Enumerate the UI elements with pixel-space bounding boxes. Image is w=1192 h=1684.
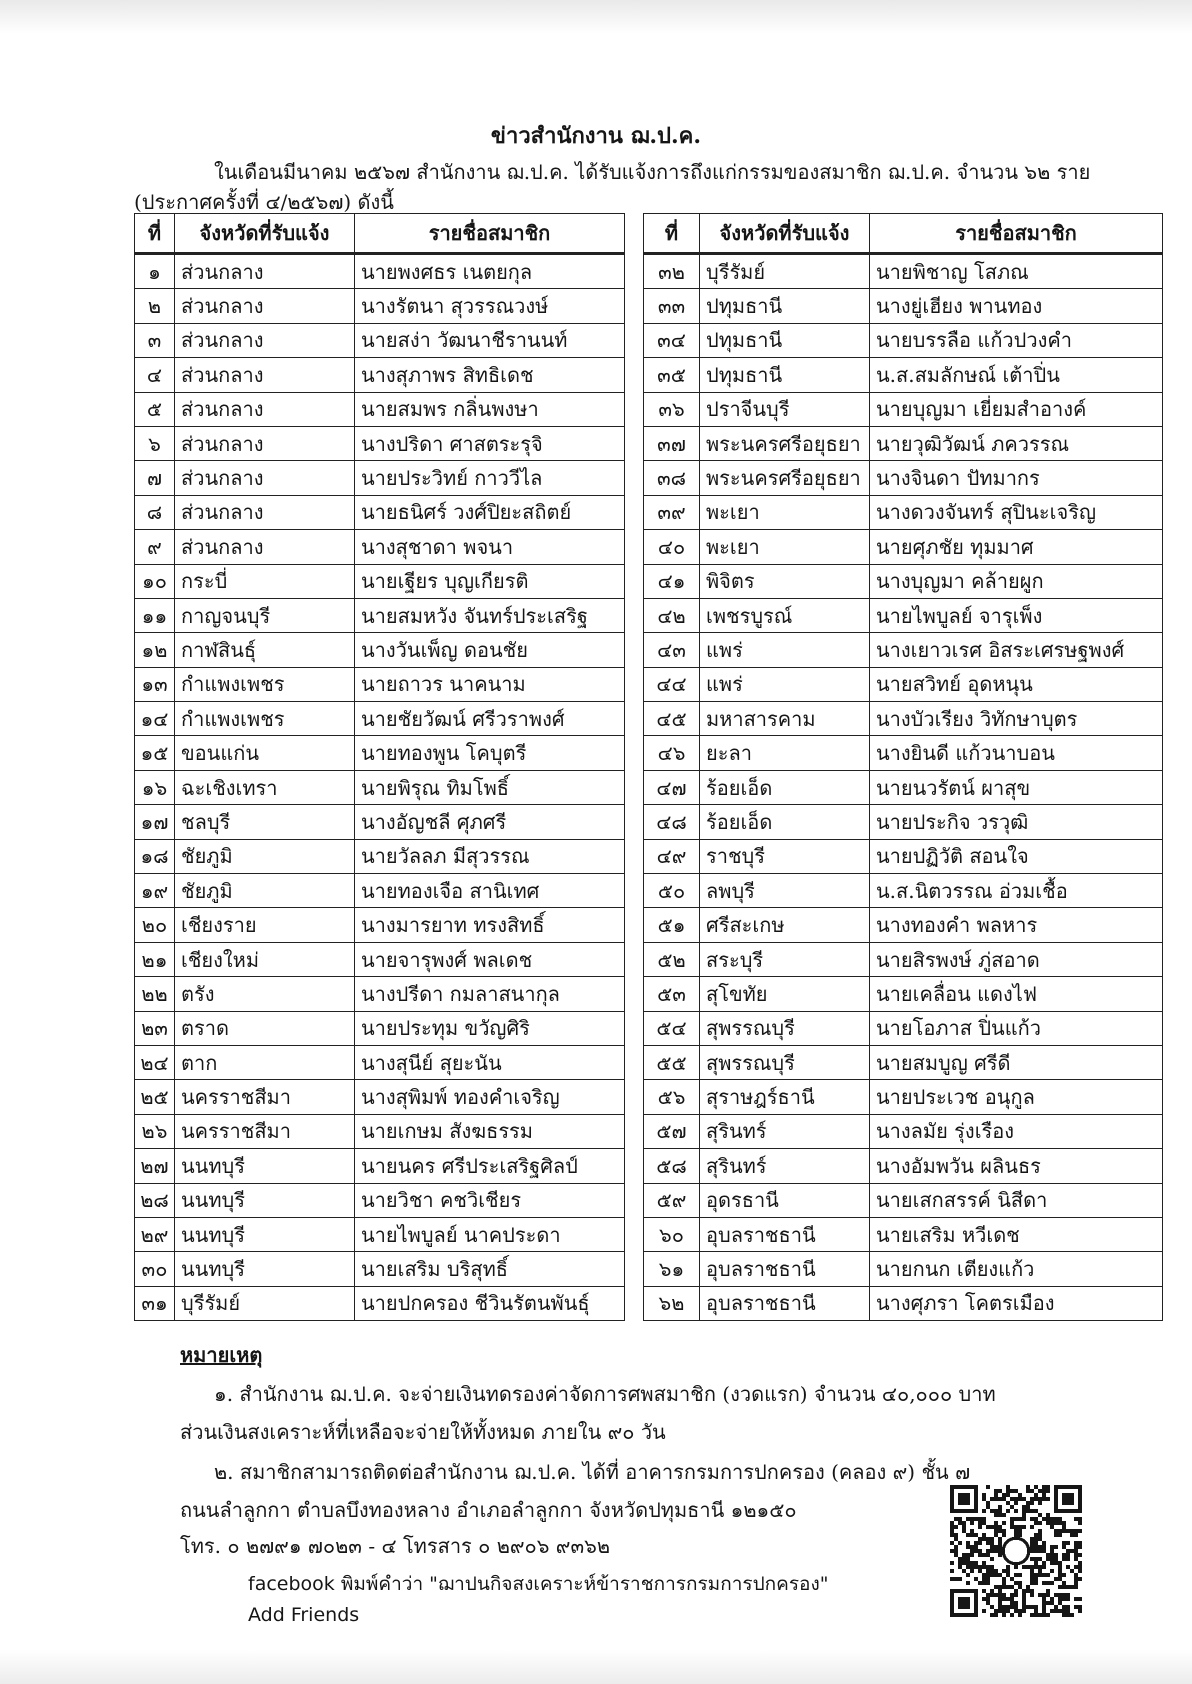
row-number: ๑๘ bbox=[135, 839, 175, 873]
table-row bbox=[644, 1011, 1163, 1045]
row-member-name: นายเสกสรรค์ นิสีดา bbox=[870, 1183, 1163, 1217]
row-member-name: นายทองพูน โคบุตรี bbox=[355, 736, 625, 770]
row-member-name: นายเคลื่อน แดงไฟ bbox=[870, 977, 1163, 1011]
table-row bbox=[135, 1217, 625, 1251]
row-province: สระบุรี bbox=[700, 942, 870, 976]
row-number: ๕๓ bbox=[644, 977, 700, 1011]
note-1-line-2: ส่วนเงินสงเคราะห์ที่เหลือจะจ่ายให้ทั้งหมด ภายใน ๙๐ วัน bbox=[180, 1420, 666, 1444]
row-member-name: นางยู่เฮียง พานทอง bbox=[870, 289, 1163, 323]
row-province: กระบี่ bbox=[175, 564, 355, 598]
row-number: ๕๔ bbox=[644, 1011, 700, 1045]
row-member-name: นายสมพร กลิ่นพงษา bbox=[355, 392, 625, 426]
row-province: พะเยา bbox=[700, 495, 870, 529]
row-member-name: นายสมบูญ ศรีดี bbox=[870, 1045, 1163, 1079]
intro-line-2: (ประกาศครั้งที่ ๔/๒๕๖๗) ดังนี้ bbox=[134, 190, 394, 214]
row-number: ๓๗ bbox=[644, 426, 700, 460]
row-number: ๕๗ bbox=[644, 1114, 700, 1148]
table-row bbox=[135, 358, 625, 392]
table-row bbox=[135, 1045, 625, 1079]
row-province: บุรีรัมย์ bbox=[700, 254, 870, 289]
row-province: ปทุมธานี bbox=[700, 323, 870, 357]
row-member-name: นายวิชา คชวิเชียร bbox=[355, 1183, 625, 1217]
row-province: ชลบุรี bbox=[175, 805, 355, 839]
table-row bbox=[644, 1217, 1163, 1251]
row-member-name: นางสุภาพร สิทธิเดช bbox=[355, 358, 625, 392]
row-member-name: นายปฏิวัติ สอนใจ bbox=[870, 839, 1163, 873]
table-row bbox=[644, 323, 1163, 357]
roster-table-left bbox=[134, 213, 625, 1321]
table-row bbox=[135, 839, 625, 873]
row-number: ๓๑ bbox=[135, 1286, 175, 1320]
row-province: ส่วนกลาง bbox=[175, 323, 355, 357]
table-row bbox=[644, 1114, 1163, 1148]
table-row bbox=[644, 736, 1163, 770]
row-province: ปทุมธานี bbox=[700, 289, 870, 323]
row-member-name: นายประกิจ วรวุฒิ bbox=[870, 805, 1163, 839]
table-row bbox=[135, 461, 625, 495]
row-province: นครราชสีมา bbox=[175, 1080, 355, 1114]
table-row bbox=[135, 702, 625, 736]
row-member-name: นางปริดา ศาสตระรุจิ bbox=[355, 426, 625, 460]
table-row bbox=[135, 289, 625, 323]
row-member-name: นายทองเจือ สานิเทศ bbox=[355, 874, 625, 908]
row-member-name: นายพงศธร เนตยกุล bbox=[355, 254, 625, 289]
row-province: ส่วนกลาง bbox=[175, 426, 355, 460]
table-row bbox=[135, 530, 625, 564]
row-member-name: นางอัญชลี ศุภศรี bbox=[355, 805, 625, 839]
row-province: สุราษฎร์ธานี bbox=[700, 1080, 870, 1114]
row-province: พะเยา bbox=[700, 530, 870, 564]
row-province: กำแพงเพชร bbox=[175, 702, 355, 736]
row-number: ๒๓ bbox=[135, 1011, 175, 1045]
row-number: ๔๑ bbox=[644, 564, 700, 598]
row-number: ๓ bbox=[135, 323, 175, 357]
row-number: ๑๐ bbox=[135, 564, 175, 598]
row-member-name: นางมารยาท ทรงสิทธิ์ bbox=[355, 908, 625, 942]
table-row bbox=[135, 1252, 625, 1286]
row-number: ๗ bbox=[135, 461, 175, 495]
row-province: นนทบุรี bbox=[175, 1252, 355, 1286]
row-member-name: นางเยาวเรศ อิสระเศรษฐพงศ์ bbox=[870, 633, 1163, 667]
row-province: ปราจีนบุรี bbox=[700, 392, 870, 426]
row-number: ๖๒ bbox=[644, 1286, 700, 1320]
row-member-name: นายนคร ศรีประเสริฐศิลป์ bbox=[355, 1149, 625, 1183]
row-member-name: นายประวิทย์ กาววีไล bbox=[355, 461, 625, 495]
row-number: ๓๖ bbox=[644, 392, 700, 426]
table-row bbox=[644, 702, 1163, 736]
row-member-name: น.ส.นิตวรรณ อ่วมเชื้อ bbox=[870, 874, 1163, 908]
row-member-name: นางวันเพ็ญ ดอนชัย bbox=[355, 633, 625, 667]
row-member-name: นายวัลลภ มีสุวรรณ bbox=[355, 839, 625, 873]
table-row bbox=[644, 564, 1163, 598]
row-member-name: นายพิชาญ โสภณ bbox=[870, 254, 1163, 289]
row-number: ๕๖ bbox=[644, 1080, 700, 1114]
table-row bbox=[644, 874, 1163, 908]
table-row bbox=[135, 908, 625, 942]
table-row bbox=[644, 254, 1163, 289]
table-row bbox=[644, 1252, 1163, 1286]
row-province: กาญจนบุรี bbox=[175, 598, 355, 632]
table-row bbox=[135, 1080, 625, 1114]
row-member-name: นายประทุม ขวัญศิริ bbox=[355, 1011, 625, 1045]
table-row bbox=[135, 805, 625, 839]
row-member-name: นางดวงจันทร์ สุปินะเจริญ bbox=[870, 495, 1163, 529]
table-row bbox=[644, 289, 1163, 323]
row-member-name: นายสง่า วัฒนาชีรานนท์ bbox=[355, 323, 625, 357]
row-number: ๓๒ bbox=[644, 254, 700, 289]
row-number: ๑๔ bbox=[135, 702, 175, 736]
table-row bbox=[135, 736, 625, 770]
row-number: ๑ bbox=[135, 254, 175, 289]
table-row bbox=[644, 1183, 1163, 1217]
row-member-name: น.ส.สมลักษณ์ เต้าปิ่น bbox=[870, 358, 1163, 392]
row-province: ส่วนกลาง bbox=[175, 289, 355, 323]
table-row bbox=[644, 839, 1163, 873]
table-row bbox=[135, 392, 625, 426]
row-number: ๒๙ bbox=[135, 1217, 175, 1251]
row-number: ๒๗ bbox=[135, 1149, 175, 1183]
row-number: ๔๐ bbox=[644, 530, 700, 564]
row-number: ๓๔ bbox=[644, 323, 700, 357]
row-province: อุบลราชธานี bbox=[700, 1217, 870, 1251]
intro-line-1: ในเดือนมีนาคม ๒๕๖๗ สำนักงาน ฌ.ป.ค. ได้รับแจ้งการถึงแก่กรรมของสมาชิก ฌ.ป.ค. จำนวน ๖๒ ราย bbox=[214, 160, 1091, 184]
row-member-name: นางสุชาดา พจนา bbox=[355, 530, 625, 564]
table-row bbox=[135, 770, 625, 804]
row-number: ๑๗ bbox=[135, 805, 175, 839]
table-row bbox=[644, 461, 1163, 495]
row-number: ๔๖ bbox=[644, 736, 700, 770]
row-member-name: นายสมหวัง จันทร์ประเสริฐ bbox=[355, 598, 625, 632]
row-number: ๑๒ bbox=[135, 633, 175, 667]
table-row bbox=[135, 1286, 625, 1320]
row-member-name: นางลมัย รุ่งเรือง bbox=[870, 1114, 1163, 1148]
row-province: ขอนแก่น bbox=[175, 736, 355, 770]
row-province: ศรีสะเกษ bbox=[700, 908, 870, 942]
row-number: ๒๕ bbox=[135, 1080, 175, 1114]
table-row bbox=[135, 1114, 625, 1148]
row-number: ๕๙ bbox=[644, 1183, 700, 1217]
note-2-line-2: ถนนลำลูกกา ตำบลบึงทองหลาง อำเภอลำลูกกา จังหวัดปทุมธานี ๑๒๑๕๐ bbox=[180, 1498, 797, 1522]
row-province: ชัยภูมิ bbox=[175, 874, 355, 908]
row-member-name: นางบัวเรียง วิทักษาบุตร bbox=[870, 702, 1163, 736]
row-province: ร้อยเอ็ด bbox=[700, 805, 870, 839]
row-number: ๒๔ bbox=[135, 1045, 175, 1079]
row-province: สุรินทร์ bbox=[700, 1114, 870, 1148]
row-member-name: นายสวิทย์ อุดหนุน bbox=[870, 667, 1163, 701]
row-member-name: นายโอภาส ปิ่นแก้ว bbox=[870, 1011, 1163, 1045]
row-number: ๓๙ bbox=[644, 495, 700, 529]
column-header-member-name: รายชื่อสมาชิก bbox=[355, 214, 625, 254]
table-row bbox=[135, 1011, 625, 1045]
row-member-name: นายปกครอง ชีวินรัตนพันธุ์ bbox=[355, 1286, 625, 1320]
table-row bbox=[135, 874, 625, 908]
table-row bbox=[644, 1080, 1163, 1114]
row-number: ๒๐ bbox=[135, 908, 175, 942]
row-member-name: นายสิรพงษ์ ภู่สอาด bbox=[870, 942, 1163, 976]
table-row bbox=[644, 667, 1163, 701]
row-number: ๔๘ bbox=[644, 805, 700, 839]
table-row bbox=[135, 495, 625, 529]
row-province: นนทบุรี bbox=[175, 1183, 355, 1217]
row-province: ส่วนกลาง bbox=[175, 254, 355, 289]
table-row bbox=[644, 1149, 1163, 1183]
table-row bbox=[644, 770, 1163, 804]
row-province: สุพรรณบุรี bbox=[700, 1011, 870, 1045]
row-province: ยะลา bbox=[700, 736, 870, 770]
table-row bbox=[135, 323, 625, 357]
row-province: ส่วนกลาง bbox=[175, 530, 355, 564]
table-row bbox=[135, 977, 625, 1011]
row-number: ๒๘ bbox=[135, 1183, 175, 1217]
row-member-name: นางสุนีย์ สุยะนัน bbox=[355, 1045, 625, 1079]
row-member-name: นายไพบูลย์ จารุเพ็ง bbox=[870, 598, 1163, 632]
table-row bbox=[644, 530, 1163, 564]
row-member-name: นายเสริม บริสุทธิ์ bbox=[355, 1252, 625, 1286]
table-row bbox=[644, 1045, 1163, 1079]
column-header-member-name: รายชื่อสมาชิก bbox=[870, 214, 1163, 254]
table-row bbox=[135, 564, 625, 598]
row-province: ร้อยเอ็ด bbox=[700, 770, 870, 804]
row-province: ตรัง bbox=[175, 977, 355, 1011]
row-province: ตราด bbox=[175, 1011, 355, 1045]
row-member-name: นายกนก เตียงแก้ว bbox=[870, 1252, 1163, 1286]
row-member-name: นางปรีดา กมลาสนากุล bbox=[355, 977, 625, 1011]
row-member-name: นายประเวช อนุกูล bbox=[870, 1080, 1163, 1114]
table-row bbox=[135, 254, 625, 289]
row-member-name: นางจินดา ปัทมากร bbox=[870, 461, 1163, 495]
row-number: ๕๕ bbox=[644, 1045, 700, 1079]
column-header-province: จังหวัดที่รับแจ้ง bbox=[700, 214, 870, 254]
notes-heading: หมายเหตุ bbox=[180, 1343, 263, 1367]
row-province: อุบลราชธานี bbox=[700, 1252, 870, 1286]
row-province: แพร่ bbox=[700, 633, 870, 667]
table-row bbox=[644, 1286, 1163, 1320]
row-member-name: นางบุญมา คล้ายผูก bbox=[870, 564, 1163, 598]
row-province: ฉะเชิงเทรา bbox=[175, 770, 355, 804]
table-row bbox=[135, 598, 625, 632]
row-member-name: นายพิรุณ ทิมโพธิ์ bbox=[355, 770, 625, 804]
table-row bbox=[644, 392, 1163, 426]
page-title: ข่าวสำนักงาน ฌ.ป.ค. bbox=[490, 123, 702, 149]
row-number: ๔๒ bbox=[644, 598, 700, 632]
row-number: ๑๕ bbox=[135, 736, 175, 770]
row-number: ๖๑ bbox=[644, 1252, 700, 1286]
row-province: กำแพงเพชร bbox=[175, 667, 355, 701]
row-province: ราชบุรี bbox=[700, 839, 870, 873]
table-row bbox=[135, 633, 625, 667]
row-number: ๓๕ bbox=[644, 358, 700, 392]
row-number: ๒๖ bbox=[135, 1114, 175, 1148]
row-province: มหาสารคาม bbox=[700, 702, 870, 736]
row-number: ๒๒ bbox=[135, 977, 175, 1011]
row-number: ๑๓ bbox=[135, 667, 175, 701]
row-number: ๑๙ bbox=[135, 874, 175, 908]
row-member-name: นายเสริม หวีเดช bbox=[870, 1217, 1163, 1251]
row-number: ๒๑ bbox=[135, 942, 175, 976]
row-number: ๔๗ bbox=[644, 770, 700, 804]
row-province: อุดรธานี bbox=[700, 1183, 870, 1217]
row-member-name: นายไพบูลย์ นาคประดา bbox=[355, 1217, 625, 1251]
row-number: ๕๑ bbox=[644, 908, 700, 942]
row-province: ตาก bbox=[175, 1045, 355, 1079]
table-row bbox=[135, 1183, 625, 1217]
row-province: แพร่ bbox=[700, 667, 870, 701]
row-member-name: นายชัยวัฒน์ ศรีวราพงศ์ bbox=[355, 702, 625, 736]
row-number: ๔๙ bbox=[644, 839, 700, 873]
row-number: ๘ bbox=[135, 495, 175, 529]
row-province: ลพบุรี bbox=[700, 874, 870, 908]
row-number: ๓๘ bbox=[644, 461, 700, 495]
row-province: กาฬสินธุ์ bbox=[175, 633, 355, 667]
row-member-name: นางอัมพวัน ผลินธร bbox=[870, 1149, 1163, 1183]
table-row bbox=[644, 495, 1163, 529]
row-number: ๕๒ bbox=[644, 942, 700, 976]
row-member-name: นายบรรลือ แก้วปวงคำ bbox=[870, 323, 1163, 357]
table-row bbox=[644, 805, 1163, 839]
row-province: เชียงราย bbox=[175, 908, 355, 942]
row-province: เชียงใหม่ bbox=[175, 942, 355, 976]
facebook-instruction: facebook พิมพ์คำว่า "ฌาปนกิจสงเคราะห์ข้าราชการกรมการปกครอง" bbox=[248, 1573, 829, 1595]
row-number: ๔ bbox=[135, 358, 175, 392]
column-header-province: จังหวัดที่รับแจ้ง bbox=[175, 214, 355, 254]
table-row bbox=[644, 942, 1163, 976]
row-number: ๕ bbox=[135, 392, 175, 426]
row-province: นนทบุรี bbox=[175, 1149, 355, 1183]
row-province: เพชรบูรณ์ bbox=[700, 598, 870, 632]
note-1-line-1: ๑. สำนักงาน ฌ.ป.ค. จะจ่ายเงินทดรองค่าจัดการศพสมาชิก (งวดแรก) จำนวน ๔๐,๐๐๐ บาท bbox=[214, 1382, 996, 1406]
scan-shadow-bottom bbox=[0, 1650, 1192, 1684]
row-member-name: นายธนิศร์ วงศ์ปิยะสถิตย์ bbox=[355, 495, 625, 529]
row-number: ๕๐ bbox=[644, 874, 700, 908]
row-province: นครราชสีมา bbox=[175, 1114, 355, 1148]
row-province: ส่วนกลาง bbox=[175, 392, 355, 426]
row-number: ๑๖ bbox=[135, 770, 175, 804]
table-row bbox=[135, 426, 625, 460]
row-province: ชัยภูมิ bbox=[175, 839, 355, 873]
table-row bbox=[644, 358, 1163, 392]
row-province: บุรีรัมย์ bbox=[175, 1286, 355, 1320]
note-2-contact-phone: โทร. ๐ ๒๗๙๑ ๗๐๒๓ - ๔ โทรสาร ๐ ๒๙๐๖ ๙๓๖๒ bbox=[180, 1534, 610, 1558]
row-member-name: นางทองคำ พลหาร bbox=[870, 908, 1163, 942]
row-member-name: นายบุญมา เยี่ยมสำอางค์ bbox=[870, 392, 1163, 426]
table-row bbox=[135, 667, 625, 701]
row-member-name: นายจารุพงศ์ พลเดช bbox=[355, 942, 625, 976]
row-number: ๙ bbox=[135, 530, 175, 564]
column-header-number: ที่ bbox=[644, 214, 700, 254]
row-number: ๕๘ bbox=[644, 1149, 700, 1183]
row-province: สุรินทร์ bbox=[700, 1149, 870, 1183]
row-number: ๖ bbox=[135, 426, 175, 460]
row-province: นนทบุรี bbox=[175, 1217, 355, 1251]
table-row bbox=[644, 598, 1163, 632]
row-member-name: นายวุฒิวัฒน์ ภควรรณ bbox=[870, 426, 1163, 460]
table-row bbox=[644, 977, 1163, 1011]
row-province: ส่วนกลาง bbox=[175, 495, 355, 529]
row-member-name: นายเฐียร บุญเกียรติ bbox=[355, 564, 625, 598]
row-member-name: นางรัตนา สุวรรณวงษ์ bbox=[355, 289, 625, 323]
row-province: อุบลราชธานี bbox=[700, 1286, 870, 1320]
add-friends-text: Add Friends bbox=[248, 1604, 360, 1626]
row-province: พระนครศรีอยุธยา bbox=[700, 426, 870, 460]
qr-code-icon bbox=[950, 1485, 1082, 1617]
table-row bbox=[644, 426, 1163, 460]
row-province: ปทุมธานี bbox=[700, 358, 870, 392]
column-header-number: ที่ bbox=[135, 214, 175, 254]
row-member-name: นางยินดี แก้วนาบอน bbox=[870, 736, 1163, 770]
row-member-name: นางศุภรา โคตรเมือง bbox=[870, 1286, 1163, 1320]
note-2-line-1: ๒. สมาชิกสามารถติดต่อสำนักงาน ฌ.ป.ค. ได้ที่ อาคารกรมการปกครอง (คลอง ๙) ชั้น ๗ bbox=[214, 1460, 971, 1484]
table-row bbox=[135, 942, 625, 976]
row-number: ๔๕ bbox=[644, 702, 700, 736]
roster-table-right bbox=[643, 213, 1163, 1321]
table-row bbox=[644, 633, 1163, 667]
row-member-name: นายเกษม สังฆธรรม bbox=[355, 1114, 625, 1148]
row-number: ๒ bbox=[135, 289, 175, 323]
row-number: ๓๐ bbox=[135, 1252, 175, 1286]
row-number: ๓๓ bbox=[644, 289, 700, 323]
row-member-name: นางสุพิมพ์ ทองคำเจริญ bbox=[355, 1080, 625, 1114]
row-number: ๔๓ bbox=[644, 633, 700, 667]
row-member-name: นายศุภชัย ทุมมาศ bbox=[870, 530, 1163, 564]
row-province: สุพรรณบุรี bbox=[700, 1045, 870, 1079]
row-province: ส่วนกลาง bbox=[175, 461, 355, 495]
row-number: ๑๑ bbox=[135, 598, 175, 632]
row-number: ๖๐ bbox=[644, 1217, 700, 1251]
table-row bbox=[135, 1149, 625, 1183]
row-province: พระนครศรีอยุธยา bbox=[700, 461, 870, 495]
row-province: สุโขทัย bbox=[700, 977, 870, 1011]
row-province: พิจิตร bbox=[700, 564, 870, 598]
table-row bbox=[644, 908, 1163, 942]
scan-shadow-top bbox=[0, 0, 1192, 34]
row-number: ๔๔ bbox=[644, 667, 700, 701]
row-province: ส่วนกลาง bbox=[175, 358, 355, 392]
row-member-name: นายนวรัตน์ ผาสุข bbox=[870, 770, 1163, 804]
row-member-name: นายถาวร นาคนาม bbox=[355, 667, 625, 701]
